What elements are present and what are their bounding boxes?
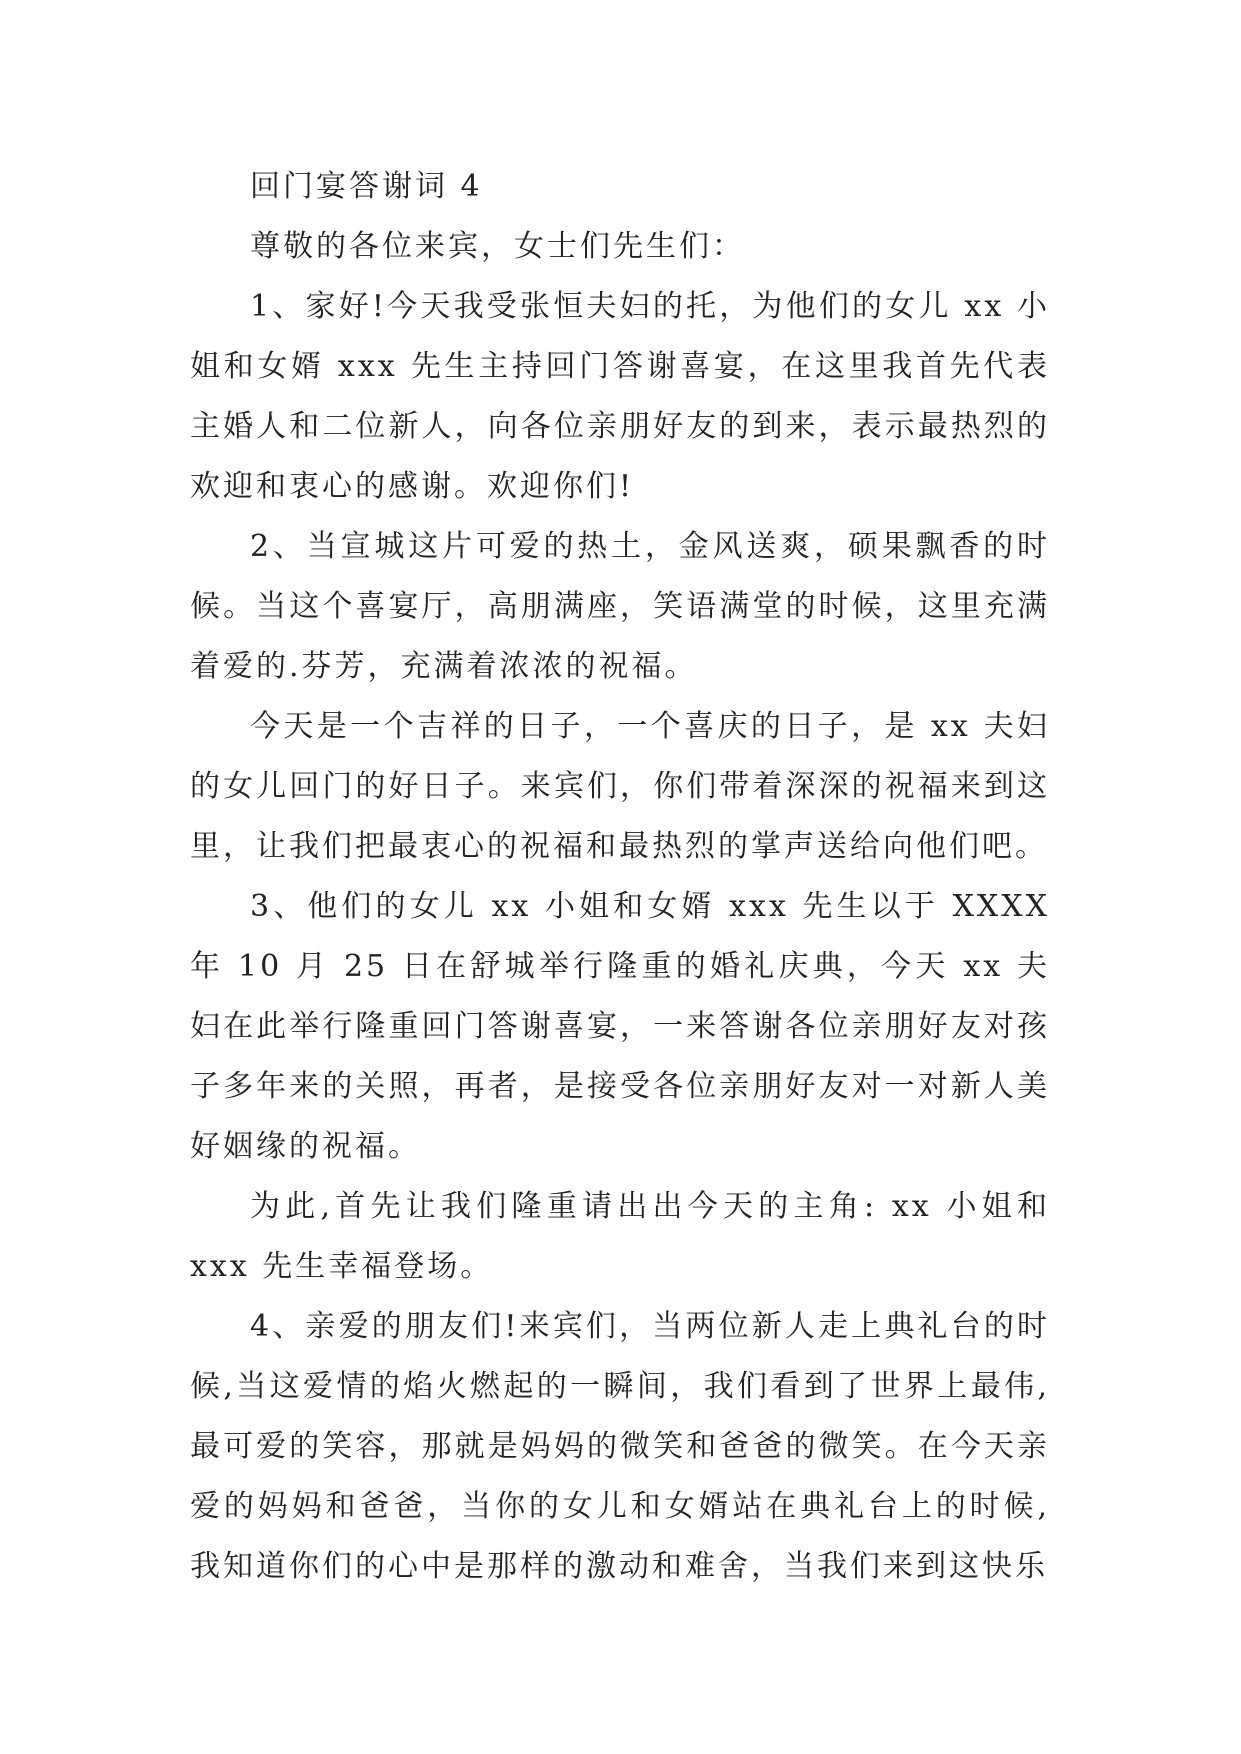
paragraph-greeting: 尊敬的各位来宾，女士们先生们： — [250, 229, 745, 264]
paragraph-2: 2、当宣城这片可爱的热土，金风送爽，硕果飘香的时候。当这个喜宴厅，高朋满座，笑语满堂的时候，这里充满着爱的.芬芳，充满着浓浓的祝福。 — [190, 529, 1050, 684]
paragraph-5: 为此,首先让我们隆重请出出今天的主角: xx 小姐和 xxx 先生幸福登场。 — [190, 1189, 1050, 1284]
paragraph-3: 今天是一个吉祥的日子，一个喜庆的日子，是 xx 夫妇的女儿回门的好日子。来宾们，你们带着深深的祝福来到这里，让我们把最衷心的祝福和最热烈的掌声送给向他们吧。 — [190, 709, 1050, 864]
document-body — [190, 157, 1050, 1597]
paragraph-1: 1、家好!今天我受张恒夫妇的托，为他们的女儿 xx 小姐和女婿 xxx 先生主持回门答谢喜宴，在这里我首先代表主婚人和二位新人，向各位亲朋好友的到来，表示最热烈的欢迎和衷心的感谢。欢迎你们! — [190, 289, 1050, 504]
paragraph-4: 3、他们的女儿 xx 小姐和女婿 xxx 先生以于 XXXX 年 10 月 25 日在舒城举行隆重的婚礼庆典，今天 xx 夫妇在此举行隆重回门答谢喜宴，一来答谢各位亲朋好友对孩子多年来的关照，再者，是接受各位亲朋好友对一对新人美好姻缘的祝福。 — [190, 889, 1050, 1164]
paragraph-6: 4、亲爱的朋友们!来宾们，当两位新人走上典礼台的时候,当这爱情的焰火燃起的一瞬间，我们看到了世界上最伟,最可爱的笑容，那就是妈妈的微笑和爸爸的微笑。在今天亲爱的妈妈和爸爸，当你的女儿和女婿站在典礼台上的时候,我知道你们的心中是那样的激动和难舍，当我们来到这快乐 — [190, 1309, 1050, 1584]
document-title: 回门宴答谢词 4 — [250, 169, 483, 204]
